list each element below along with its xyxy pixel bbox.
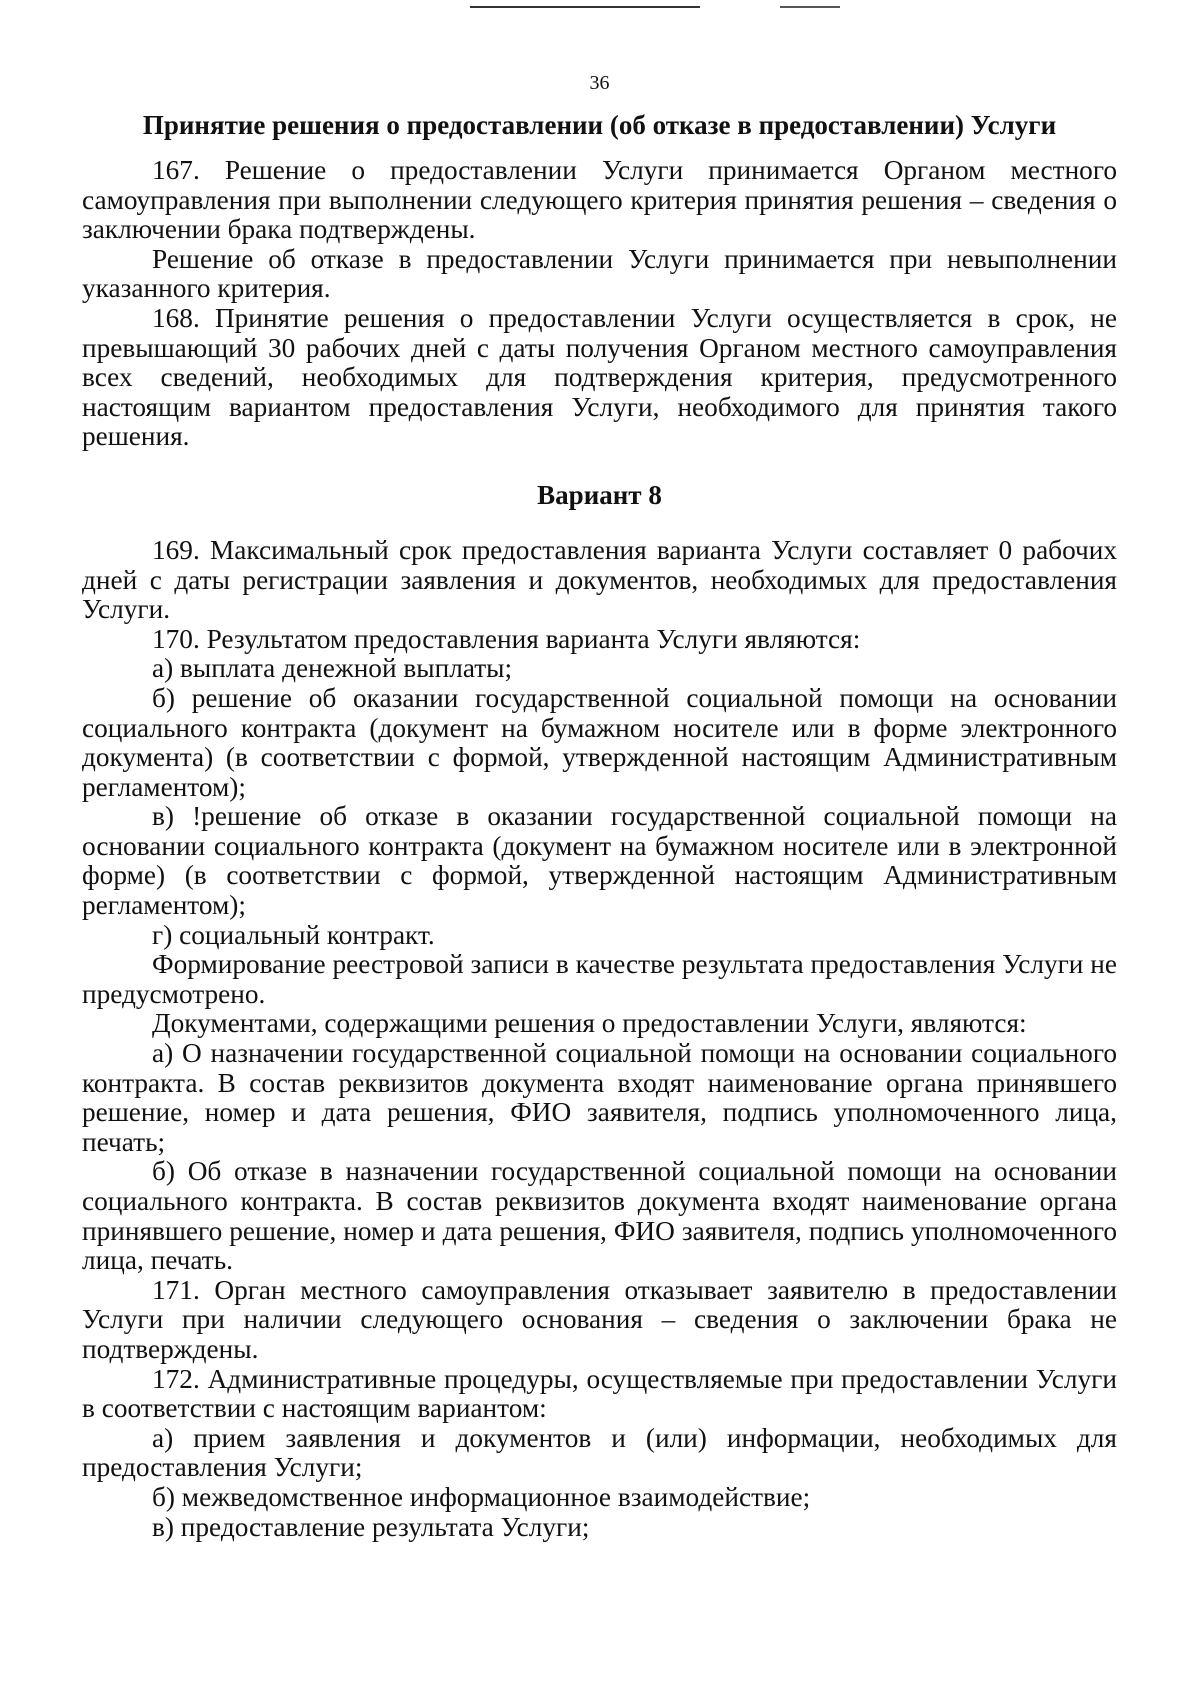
paragraph-168: 168. Принятие решения о предоставлении Услуги осуществляется в срок, не превышающий 30 рабочих дней с даты получения Органом местного самоуправления всех сведений, необходимых для подтверждения критерия, предусмотренного настоящим вариантом предоставления Услуги, необходимого для принятия такого решения. — [82, 302, 1117, 452]
section-heading: Принятие решения о предоставлении (об отказе в предоставлении) Услуги — [142, 110, 1057, 140]
page-number: 36 — [589, 72, 610, 94]
list-item-170-a: а) выплата денежной выплаты; — [152, 653, 513, 684]
paragraph-block-decision — [82, 156, 1117, 452]
list-item-172-b: б) межведомственное информационное взаимодействие; — [152, 1481, 811, 1512]
paragraph-169: 169. Максимальный срок предоставления варианта Услуги составляет 0 рабочих дней с даты регистрации заявления и документов, необходимых для предоставления Услуги. — [82, 534, 1117, 625]
paragraph-167: 167. Решение о предоставлении Услуги принимается Органом местного самоуправления при выполнении следующего критерия принятия решения – сведения о заключении брака подтверждены. — [82, 155, 1117, 245]
list-item-172-a: а) прием заявления и документов и (или) информации, необходимых для предоставления Услуги; — [82, 1422, 1117, 1483]
paragraph-172: 172. Административные процедуры, осуществляемые при предоставлении Услуги в соответствии с настоящим вариантом: — [82, 1363, 1117, 1424]
variant-heading: Вариант 8 — [537, 479, 662, 510]
list-item-170-v: в) !решение об отказе в оказании государственной социальной помощи на основании социального контракта (документ на бумажном носителе или в электронной форме) (в соответствии с формой, утвержденной настоящим Административным регламентом); — [82, 801, 1117, 921]
list-item-documents-a: а) О назначении государственной социальной помощи на основании социального контракта. В состав реквизитов документа входят наименование органа принявшего решение, номер и дата решения, ФИО заявителя, подпись уполномоченного лица, печать; — [82, 1038, 1117, 1157]
document-page — [82, 0, 1117, 1542]
paragraph-decision-documents: Документами, содержащими решения о предоставлении Услуги, являются: — [152, 1008, 1027, 1039]
paragraph-registry-record: Формирование реестровой записи в качестве результата предоставления Услуги не предусмотрено. — [82, 949, 1117, 1009]
list-item-172-v: в) предоставление результата Услуги; — [152, 1511, 590, 1542]
list-item-documents-b: б) Об отказе в назначении государственной социальной помощи на основании социального контракта. В состав реквизитов документа входят наименование органа принявшего решение, номер и дата решения, ФИО заявителя, подпись уполномоченного лица, печать. — [82, 1156, 1117, 1276]
list-item-170-g: г) социальный контракт. — [152, 919, 435, 950]
paragraph-refusal-decision: Решение об отказе в предоставлении Услуги принимается при невыполнении указанного критерия. — [82, 243, 1117, 304]
list-item-170-b: б) решение об оказании государственной социальной помощи на основании социального контракта (документ на бумажном носителе или в форме электронного документа) (в соответствии с формой, утвержденной настоящим Административным регламентом); — [82, 682, 1117, 802]
paragraph-block-variant-8 — [82, 536, 1117, 1542]
paragraph-171: 171. Орган местного самоуправления отказывает заявителю в предоставлении Услуги при наличии следующего основания – сведения о заключении брака не подтверждены. — [82, 1274, 1117, 1364]
paragraph-170: 170. Результатом предоставления варианта Услуги являются: — [152, 623, 861, 654]
